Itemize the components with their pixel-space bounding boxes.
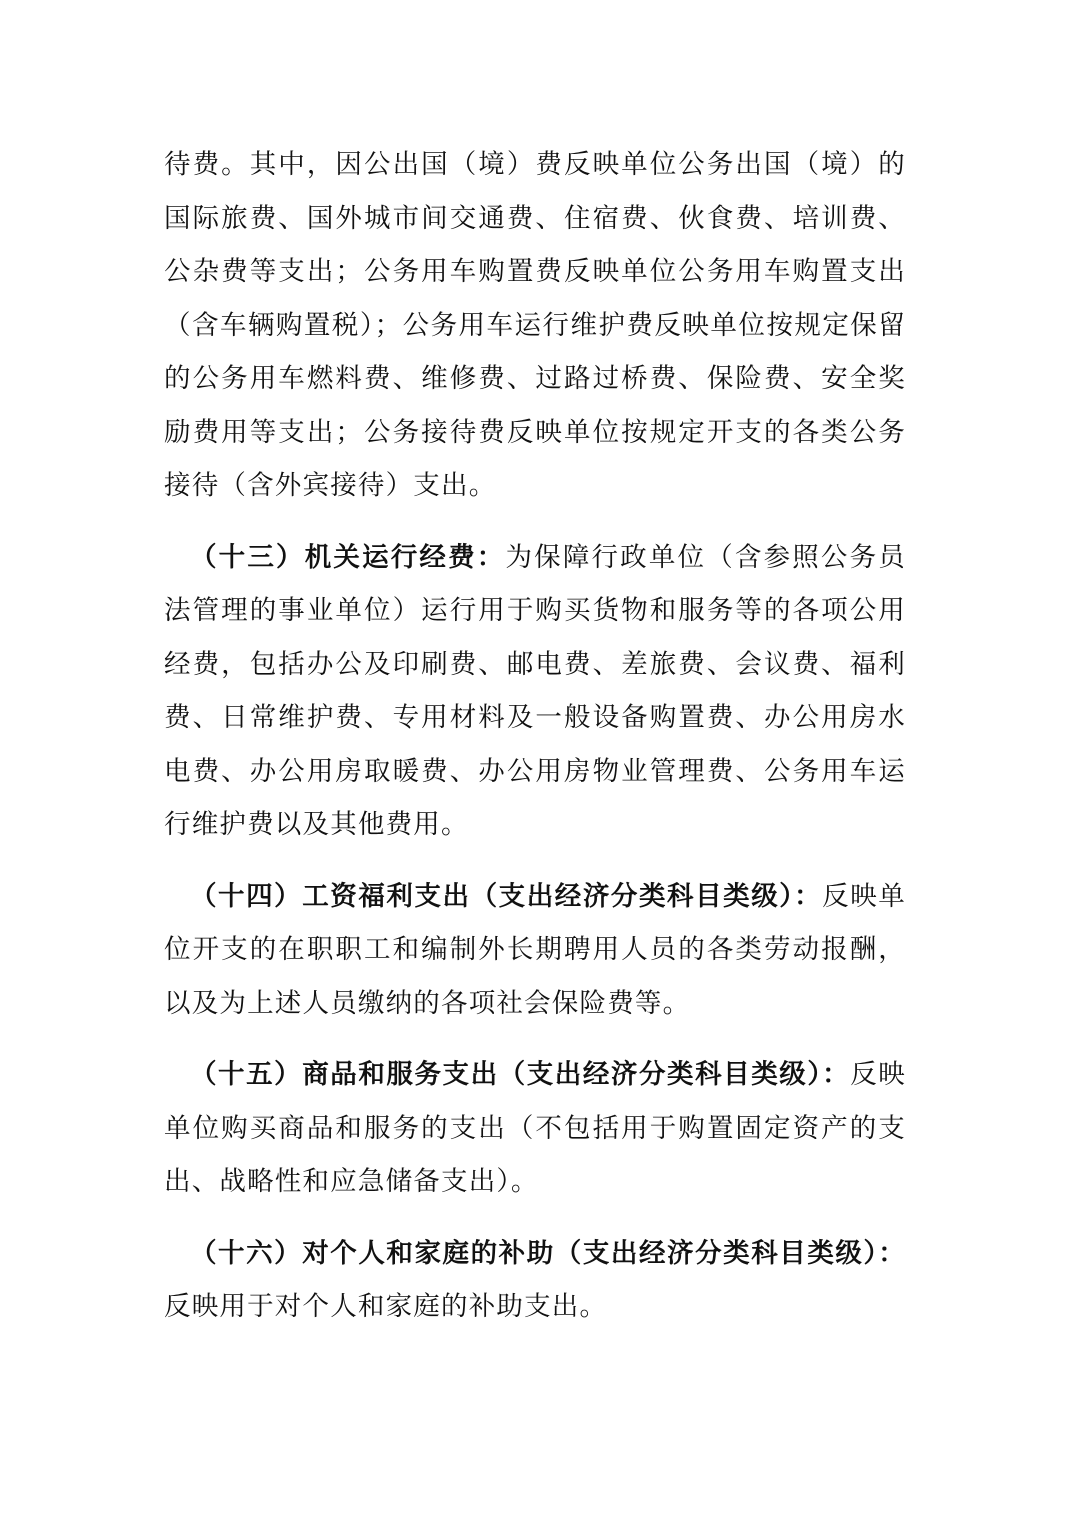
document-page	[164, 138, 906, 1334]
paragraph-text: 反映单位购买商品和服务的支出（不包括用于购置固定资产的支出、战略性和应急储备支出）。	[164, 1059, 906, 1197]
paragraph-text: 为保障行政单位（含参照公务员法管理的事业单位）运行用于购买货物和服务等的各项公用经费，包括办公及印刷费、邮电费、差旅费、会议费、福利费、日常维护费、专用材料及一般设备购置费、办公用房水电费、办公用房取暖费、办公用房物业管理费、公务用车运行维护费以及其他费用。	[164, 541, 906, 840]
paragraph-heading: （十五）商品和服务支出（支出经济分类科目类级）：	[190, 1059, 851, 1090]
paragraph-heading: （十三）机关运行经费：	[190, 541, 506, 573]
paragraph-16	[164, 1227, 906, 1334]
paragraph-heading: （十六）对个人和家庭的补助（支出经济分类科目类级）：	[190, 1237, 906, 1269]
paragraph-text: 待费。其中，因公出国（境）费反映单位公务出国（境）的国际旅费、国外城市间交通费、住宿费、伙食费、培训费、公杂费等支出；公务用车购置费反映单位公务用车购置支出（含车辆购置税）；公务用车运行维护费反映单位按规定保留的公务用车燃料费、维修费、过路过桥费、保险费、安全奖励费用等支出；公务接待费反映单位按规定开支的各类公务接待（含外宾接待）支出。	[164, 149, 906, 501]
paragraph-text: 反映单位开支的在职职工和编制外长期聘用人员的各类劳动报酬，以及为上述人员缴纳的各项社会保险费等。	[164, 880, 906, 1019]
paragraph-13	[164, 531, 906, 852]
paragraph-text: 反映用于对个人和家庭的补助支出。	[164, 1291, 608, 1322]
paragraph-14	[164, 870, 906, 1031]
paragraph-continuation	[164, 138, 906, 513]
paragraph-heading: （十四）工资福利支出（支出经济分类科目类级）：	[190, 880, 823, 912]
paragraph-15	[164, 1048, 906, 1209]
